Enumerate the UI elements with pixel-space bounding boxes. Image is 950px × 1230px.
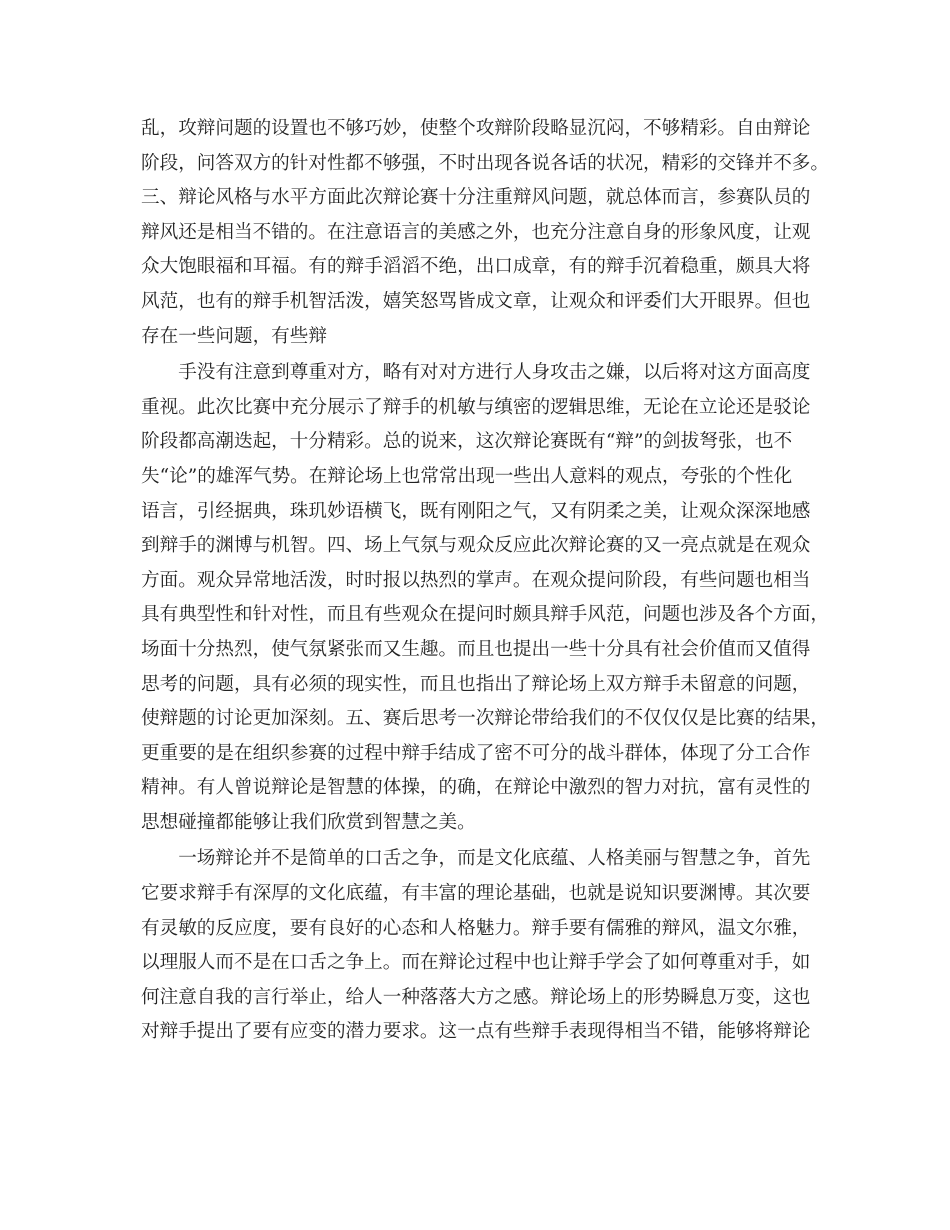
text-line: 具有典型性和针对性，而且有些观众在提问时颇具辩手风范，问题也涉及各个方面， bbox=[141, 604, 829, 626]
text-line: 语言，引经据典，珠玑妙语横飞，既有刚阳之气，又有阴柔之美，让观众深深地感 bbox=[141, 500, 811, 522]
text-line: 思考的问题，具有必须的现实性，而且也指出了辩论场上双方辩手未留意的问题， bbox=[141, 673, 811, 695]
text-line: 众大饱眼福和耳福。有的辩手滔滔不绝，出口成章，有的辩手沉着稳重，颇具大将 bbox=[141, 256, 811, 278]
text-line: 存在一些问题，有些辩 bbox=[141, 325, 327, 347]
text-line: 它要求辩手有深厚的文化底蕴，有丰富的理论基础，也就是说知识要渊博。其次要 bbox=[141, 883, 811, 905]
text-line: 思想碰撞都能够让我们欣赏到智慧之美。 bbox=[141, 811, 476, 833]
text-line: 乱，攻辩问题的设置也不够巧妙，使整个攻辩阶段略显沉闷，不够精彩。自由辩论 bbox=[141, 118, 811, 139]
text-line: 以理服人而不是在口舌之争上。而在辩论过程中也让辩手学会了如何尊重对手，如 bbox=[141, 952, 811, 974]
text-line: 精神。有人曾说辩论是智慧的体操，的确，在辩论中激烈的智力对抗，富有灵性的 bbox=[141, 777, 811, 799]
text-line: 有灵敏的反应度，要有良好的心态和人格魅力。辩手要有儒雅的辩风，温文尔雅， bbox=[141, 917, 811, 939]
text-line: 手没有注意到尊重对方，略有对对方进行人身攻击之嫌，以后将对这方面高度 bbox=[141, 362, 811, 384]
text-line: 阶段都高潮迭起，十分精彩。总的说来，这次辩论赛既有“辩”的剑拔弩张，也不 bbox=[141, 431, 793, 453]
text-line: 何注意自我的言行举止，给人一种落落大方之感。辩论场上的形势瞬息万变，这也 bbox=[141, 986, 811, 1008]
text-line: 阶段，问答双方的针对性都不够强，不时出现各说各话的状况，精彩的交锋并不多。 bbox=[141, 152, 829, 174]
text-line: 场面十分热烈，使气氛紧张而又生趣。而且也提出一些十分具有社会价值而又值得 bbox=[141, 638, 811, 660]
document-body bbox=[141, 112, 829, 1050]
text-line: 失“论”的雄浑气势。在辩论场上也常常出现一些出人意料的观点，夸张的个性化 bbox=[141, 465, 793, 487]
paragraph-3 bbox=[141, 842, 821, 1050]
text-line: 到辩手的渊博与机智。四、场上气氛与观众反应此次辩论赛的又一亮点就是在观众 bbox=[141, 535, 811, 557]
text-line: 对辩手提出了要有应变的潜力要求。这一点有些辩手表现得相当不错，能够将辩论 bbox=[141, 1021, 811, 1043]
text-line: 更重要的是在组织参赛的过程中辩手结成了密不可分的战斗群体，体现了分工合作 bbox=[141, 742, 811, 764]
text-line: 风范，也有的辩手机智活泼，嬉笑怒骂皆成文章，让观众和评委们大开眼界。但也 bbox=[141, 290, 811, 312]
text-line: 重视。此次比赛中充分展示了辩手的机敏与缜密的逻辑思维，无论在立论还是驳论 bbox=[141, 396, 811, 418]
paragraph-1 bbox=[141, 112, 829, 354]
text-line: 辩风还是相当不错的。在注意语言的美感之外，也充分注意自身的形象风度，让观 bbox=[141, 221, 811, 243]
text-line: 三、辩论风格与水平方面此次辩论赛十分注重辩风问题，就总体而言，参赛队员的 bbox=[141, 187, 811, 209]
paragraph-2 bbox=[141, 356, 829, 840]
text-line: 使辩题的讨论更加深刻。五、赛后思考一次辩论带给我们的不仅仅仅是比赛的结果， bbox=[141, 708, 829, 730]
text-line: 一场辩论并不是简单的口舌之争，而是文化底蕴、人格美丽与智慧之争，首先 bbox=[141, 848, 811, 870]
text-line: 方面。观众异常地活泼，时时报以热烈的掌声。在观众提问阶段，有些问题也相当 bbox=[141, 569, 811, 591]
